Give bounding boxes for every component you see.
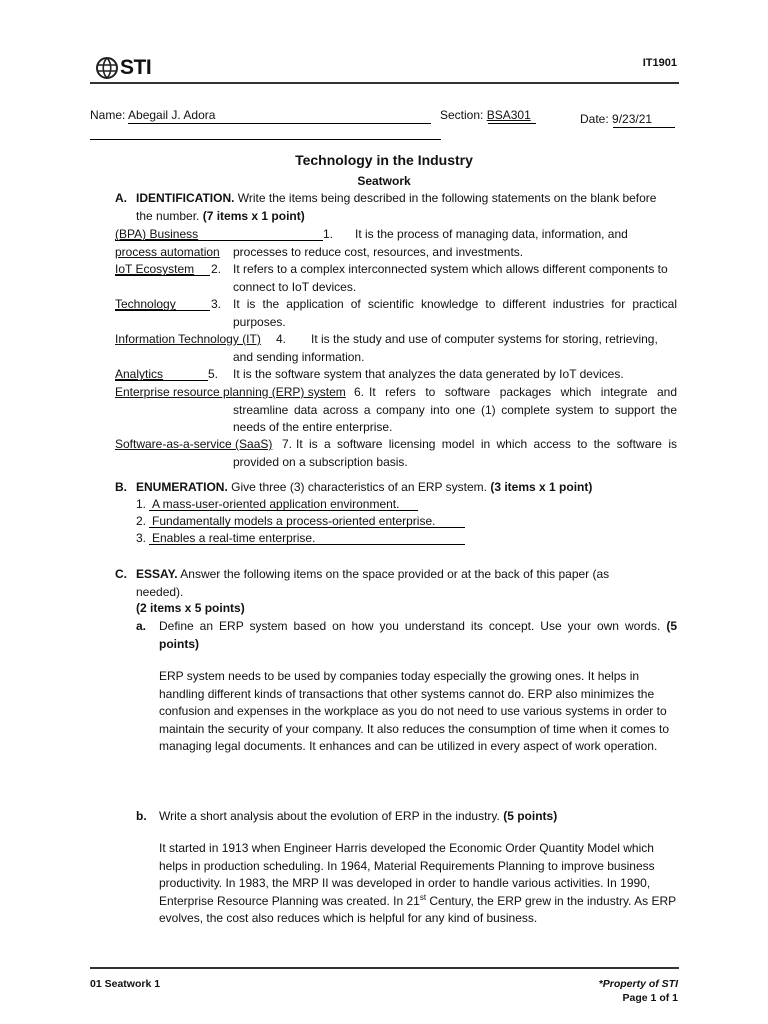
enumeration-num-1: 1.	[136, 497, 147, 511]
item-text-4: It is the study and use of computer systems for storing, retrieving, and sending information.	[233, 332, 658, 364]
section-c-points: (2 items x 5 points)	[136, 601, 245, 615]
item-num-2: 2.	[211, 262, 222, 276]
date-field	[580, 112, 652, 126]
section-b-letter: B.	[115, 480, 127, 494]
section-c-heading: ESSAY.	[136, 567, 178, 581]
answer-b-superscript: st	[419, 892, 427, 902]
section-a-heading: IDENTIFICATION.	[136, 191, 235, 205]
date-underline	[613, 127, 675, 128]
section-a-letter: A.	[115, 191, 127, 205]
answer-b-part-2: Century, the ERP grew in the industry. As ERP evolves, the cost also reduces which is helpful for any kind of business.	[159, 893, 676, 925]
enumeration-blank-1	[149, 510, 418, 511]
answer-4: Information Technology (IT)	[115, 332, 261, 346]
question-a	[159, 618, 677, 653]
item-text-2: It refers to a complex interconnected system which allows different components to connect to IoT devices.	[233, 262, 668, 294]
footer-property: *Property of STI	[598, 978, 678, 990]
item-text-6: It refers to software packages which integrate and streamline data across a company into one (1) complete system to support the needs of the entire enterprise.	[233, 385, 677, 434]
answer-blank-2	[115, 275, 210, 276]
enumeration-answer-2: Fundamentally models a process-oriented enterprise.	[152, 514, 436, 528]
globe-icon	[95, 56, 119, 80]
page-title: Technology in the Industry	[295, 152, 473, 168]
section-value: BSA301	[486, 108, 531, 122]
answer-blank-5	[115, 380, 208, 381]
answer-b-part-1: It started in 1913 when Engineer Harris developed the Economic Order Quantity Model which helps in production scheduling. In 1964, Material Requirements Planning to improve business productivity. In 1983, the MRP II was developed in order to handle various activities. In 1990, Enterprise Resource Planning was created. In 21	[159, 841, 655, 908]
answer-2: IoT Ecosystem	[115, 262, 195, 276]
question-a-text: Define an ERP system based on how you understand its concept. Use your own words.	[159, 619, 661, 633]
section-b-instructions	[136, 479, 676, 497]
section-c-instruction: Answer the following items on the space provided or at the back of this paper (as needed).	[136, 567, 610, 599]
item-num-1: 1.	[323, 227, 334, 241]
answer-7: Software-as-a-service (SaaS)	[115, 437, 273, 451]
top-divider	[90, 82, 679, 84]
section-a-instructions	[136, 190, 676, 225]
section-field	[440, 108, 531, 122]
date-label: Date:	[580, 112, 609, 126]
enumeration-answer-1: A mass-user-oriented application environment.	[152, 497, 400, 511]
item-num-6: 6.	[354, 385, 365, 399]
section-label: Section:	[440, 108, 484, 122]
name-value: Abegail J. Adora	[128, 108, 216, 122]
answer-1: (BPA) Business process automation	[115, 227, 220, 259]
item-text-3: It is the application of scientific knowledge to different industries for practical purposes.	[233, 297, 677, 329]
item-num-5: 5.	[208, 367, 219, 381]
name-label: Name:	[90, 108, 126, 122]
section-c-instructions	[136, 566, 656, 601]
answer-blank-3	[115, 310, 210, 311]
answer-6: Enterprise resource planning (ERP) system	[115, 385, 346, 399]
date-value: 9/23/21	[612, 112, 653, 126]
item-text-1: It is the process of managing data, information, and processes to reduce cost, resources, and investments.	[233, 227, 628, 259]
bottom-divider	[90, 967, 679, 969]
name-field	[90, 108, 215, 122]
section-b-instruction: Give three (3) characteristics of an ERP system.	[231, 480, 487, 494]
section-a-instruction: Write the items being described in the following statements on the blank before the number.	[136, 191, 657, 223]
logo-text: STI	[120, 56, 152, 79]
question-b-text: Write a short analysis about the evolution of ERP in the industry.	[159, 809, 500, 823]
enumeration-num-2: 2.	[136, 514, 147, 528]
item-text-7: It is a software licensing model in which access to the software is provided on a subscription basis.	[233, 437, 677, 469]
answer-a: ERP system needs to be used by companies today especially the growing ones. It helps in handling different kinds of transactions that other systems cannot do. ERP also minimizes the confusion and expenses in the workplace as you do not need to use various systems in order to maintain the security of your company. It also reduces the consumption of time when it comes to managing legal documents. It enhances and can be utilized in every aspect of work operation.	[159, 669, 670, 753]
question-a-letter: a.	[136, 619, 147, 633]
enumeration-num-3: 3.	[136, 531, 147, 545]
enumeration-blank-3	[149, 544, 465, 545]
document-code: IT1901	[642, 57, 677, 69]
item-text-5: It is the software system that analyzes the data generated by IoT devices.	[233, 367, 624, 381]
footer-page: Page 1 of 1	[622, 992, 678, 1004]
sti-logo	[95, 56, 151, 80]
answer-5: Analytics	[115, 367, 164, 381]
page-subtitle: Seatwork	[357, 174, 411, 188]
item-num-4: 4.	[276, 332, 287, 346]
section-b-points: (3 items x 1 point)	[490, 480, 593, 494]
enumeration-answer-3: Enables a real-time enterprise.	[152, 531, 316, 545]
question-b-letter: b.	[136, 809, 147, 823]
answer-b	[159, 840, 683, 928]
name-underline-2	[90, 139, 441, 140]
item-num-7: 7.	[282, 437, 293, 451]
question-b-points: (5 points)	[503, 809, 558, 823]
footer-left: 01 Seatwork 1	[90, 978, 161, 990]
question-b	[159, 808, 677, 826]
name-underline	[128, 123, 431, 124]
item-num-3: 3.	[211, 297, 222, 311]
identification-item-1	[115, 226, 237, 261]
question-a-points: (5 points)	[159, 619, 677, 651]
section-a-points: (7 items x 1 point)	[202, 208, 305, 223]
enumeration-blank-2	[149, 527, 465, 528]
section-underline	[488, 123, 536, 124]
section-c-letter: C.	[115, 567, 127, 581]
section-b-heading: ENUMERATION.	[136, 480, 228, 494]
answer-3: Technology	[115, 297, 176, 311]
